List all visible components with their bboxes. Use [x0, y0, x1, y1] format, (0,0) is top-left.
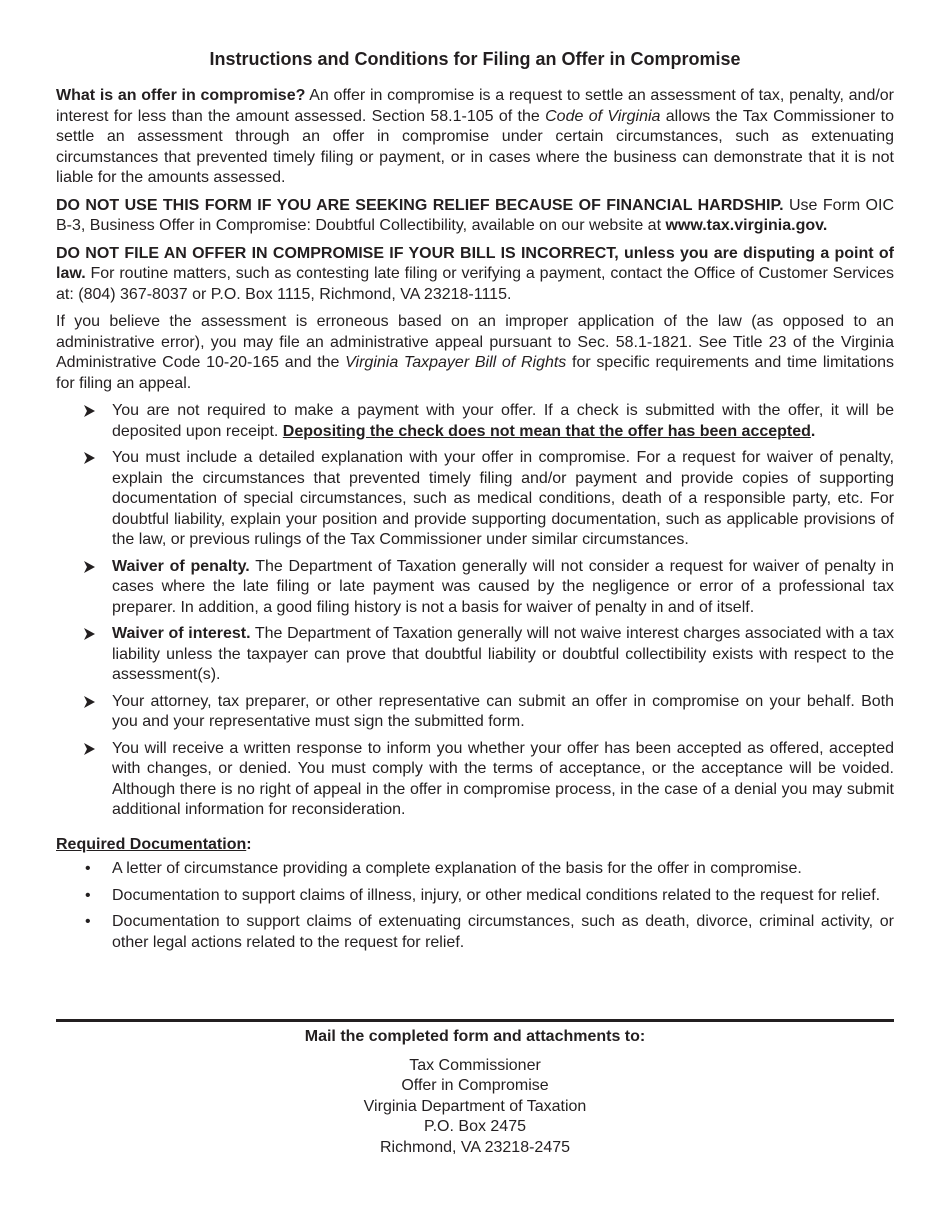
intro-text: An offer in compromise is a request to settle an assessment of tax, penalty, and/or interest for less than the amount assessed. Section 58.1-105 of the: [56, 87, 895, 125]
page-title: Instructions and Conditions for Filing an Offer in Compromise: [209, 49, 741, 69]
arrow-bullet-icon: [84, 448, 95, 464]
condition-emphasis: Depositing the check does not mean that the offer has been accepted: [282, 422, 811, 440]
condition-tail: .: [810, 422, 816, 440]
document-body: [56, 48, 894, 959]
condition-item: [56, 624, 894, 686]
bill-of-rights-ref: Virginia Taxpayer Bill of Rights: [345, 354, 567, 371]
condition-item: [56, 692, 894, 733]
intro-paragraph: [56, 86, 894, 189]
address-line: Virginia Department of Taxation: [363, 1097, 587, 1115]
incorrect-bill-warning: DO NOT FILE AN OFFER IN COMPROMISE IF YOUR BILL IS INCORRECT, unless you are disputing a point of law.: [56, 244, 894, 282]
condition-lead: Waiver of penalty.: [112, 557, 250, 575]
arrow-bullet-icon: [84, 557, 95, 573]
hardship-paragraph: [56, 196, 894, 237]
condition-text: You are not required to make a payment with your offer. If a check is submitted with the offer, it will be deposited upon receipt.: [112, 402, 894, 440]
condition-text: The Department of Taxation generally will not consider a request for waiver of penalty in cases where the late filing or late payment was caused by the negligence or error of a professional tax preparer. In addition, a good filing history is not a basis for waiver of penalty in and of itself.: [112, 557, 895, 616]
condition-text: You must include a detailed explanation with your offer in compromise. For a request for waiver of penalty, explain the circumstances that prevented timely filing and/or payment and provide copies of supporting documentation of special circumstances, such as medical conditions, death of a responsible party, etc. For doubtful liability, explain your position and provide supporting documentation, such as applicable provisions of the law, or previous rulings of the Tax Commissioner under similar circumstances.: [112, 449, 894, 548]
hardship-warning: DO NOT USE THIS FORM IF YOU ARE SEEKING RELIEF BECAUSE OF FINANCIAL HARDSHIP.: [56, 196, 784, 214]
address-line: Offer in Compromise: [401, 1077, 549, 1094]
incorrect-bill-text: For routine matters, such as contesting late filing or verifying a payment, contact the Office of Customer Services at: (804) 367-8037 or P.O. Box 1115, Richmond, VA 23218-1115.: [56, 265, 894, 303]
appeal-text-continued: for specific requirements and time limitations for filing an appeal.: [56, 354, 895, 392]
required-documentation-heading: [56, 835, 894, 856]
mailing-address: [56, 1056, 894, 1159]
condition-item: [56, 401, 894, 442]
intro-question: What is an offer in compromise?: [56, 87, 306, 104]
divider-line: [56, 1019, 894, 1022]
required-heading-colon: :: [246, 835, 252, 853]
condition-text: You will receive a written response to inform you whether your offer has been accepted as offered, accepted with changes, or denied. You must comply with the terms of acceptance, or the acceptance will be voided. Although there is no right of appeal in the offer in compromise process, in the case of a denial you may submit additional information for reconsideration.: [112, 739, 894, 818]
website-link[interactable]: www.tax.virginia.gov.: [665, 217, 828, 234]
condition-item: [56, 557, 894, 619]
required-documentation-list: [56, 859, 894, 953]
arrow-bullet-icon: [84, 401, 95, 417]
appeal-paragraph: [56, 312, 894, 394]
required-heading-text: Required Documentation: [56, 835, 247, 853]
address-line: Tax Commissioner: [409, 1056, 541, 1074]
conditions-list: [56, 401, 894, 821]
arrow-bullet-icon: [84, 692, 95, 708]
bullet-dot-icon: •: [85, 913, 91, 930]
address-line: Richmond, VA 23218-2475: [379, 1138, 571, 1156]
code-of-virginia-ref: Code of Virginia: [545, 107, 661, 125]
condition-item: [56, 739, 894, 821]
bullet-dot-icon: •: [85, 886, 91, 904]
bullet-dot-icon: •: [85, 860, 91, 877]
required-item: [56, 859, 894, 880]
condition-lead: Waiver of interest.: [112, 625, 251, 642]
condition-text: The Department of Taxation generally will not waive interest charges associated with a tax liability unless the taxpayer can prove that doubtful liability or doubtful collectibility exists with respect to the assessment(s).: [112, 625, 894, 683]
required-item-text: Documentation to support claims of extenuating circumstances, such as death, divorce, criminal activity, or other legal actions related to the request for relief.: [112, 913, 894, 951]
required-item-text: A letter of circumstance providing a complete explanation of the basis for the offer in compromise.: [112, 860, 802, 877]
condition-text: Your attorney, tax preparer, or other representative can submit an offer in compromise on your behalf. Both you and your representative must sign the submitted form.: [112, 692, 894, 730]
incorrect-bill-paragraph: [56, 244, 894, 306]
address-line: P.O. Box 2475: [424, 1118, 526, 1135]
arrow-bullet-icon: [84, 624, 95, 640]
required-item: [56, 886, 894, 907]
mail-heading: Mail the completed form and attachments to:: [304, 1028, 646, 1045]
condition-item: [56, 448, 894, 551]
required-item-text: Documentation to support claims of illness, injury, or other medical conditions related to the request for relief.: [112, 886, 881, 904]
required-item: [56, 912, 894, 953]
arrow-bullet-icon: [84, 739, 95, 755]
intro-text-continued: allows the Tax Commissioner to settle an assessment through an offer in compromise under certain circumstances, such as extenuating circumstances that prevented timely filing or payment, or in cases where the business can demonstrate that it is not liable for the amounts assessed.: [56, 107, 894, 186]
hardship-text: Use Form OIC B-3, Business Offer in Compromise: Doubtful Collectibility, available on our website at: [56, 196, 894, 234]
mailing-address-block: [56, 1027, 894, 1158]
appeal-text: If you believe the assessment is erroneous based on an improper application of the law (as opposed to an administrative error), you may file an administrative appeal pursuant to Sec. 58.1-1821. See Title 23 of the Virginia Administrative Code 10-20-165 and the: [56, 313, 894, 371]
